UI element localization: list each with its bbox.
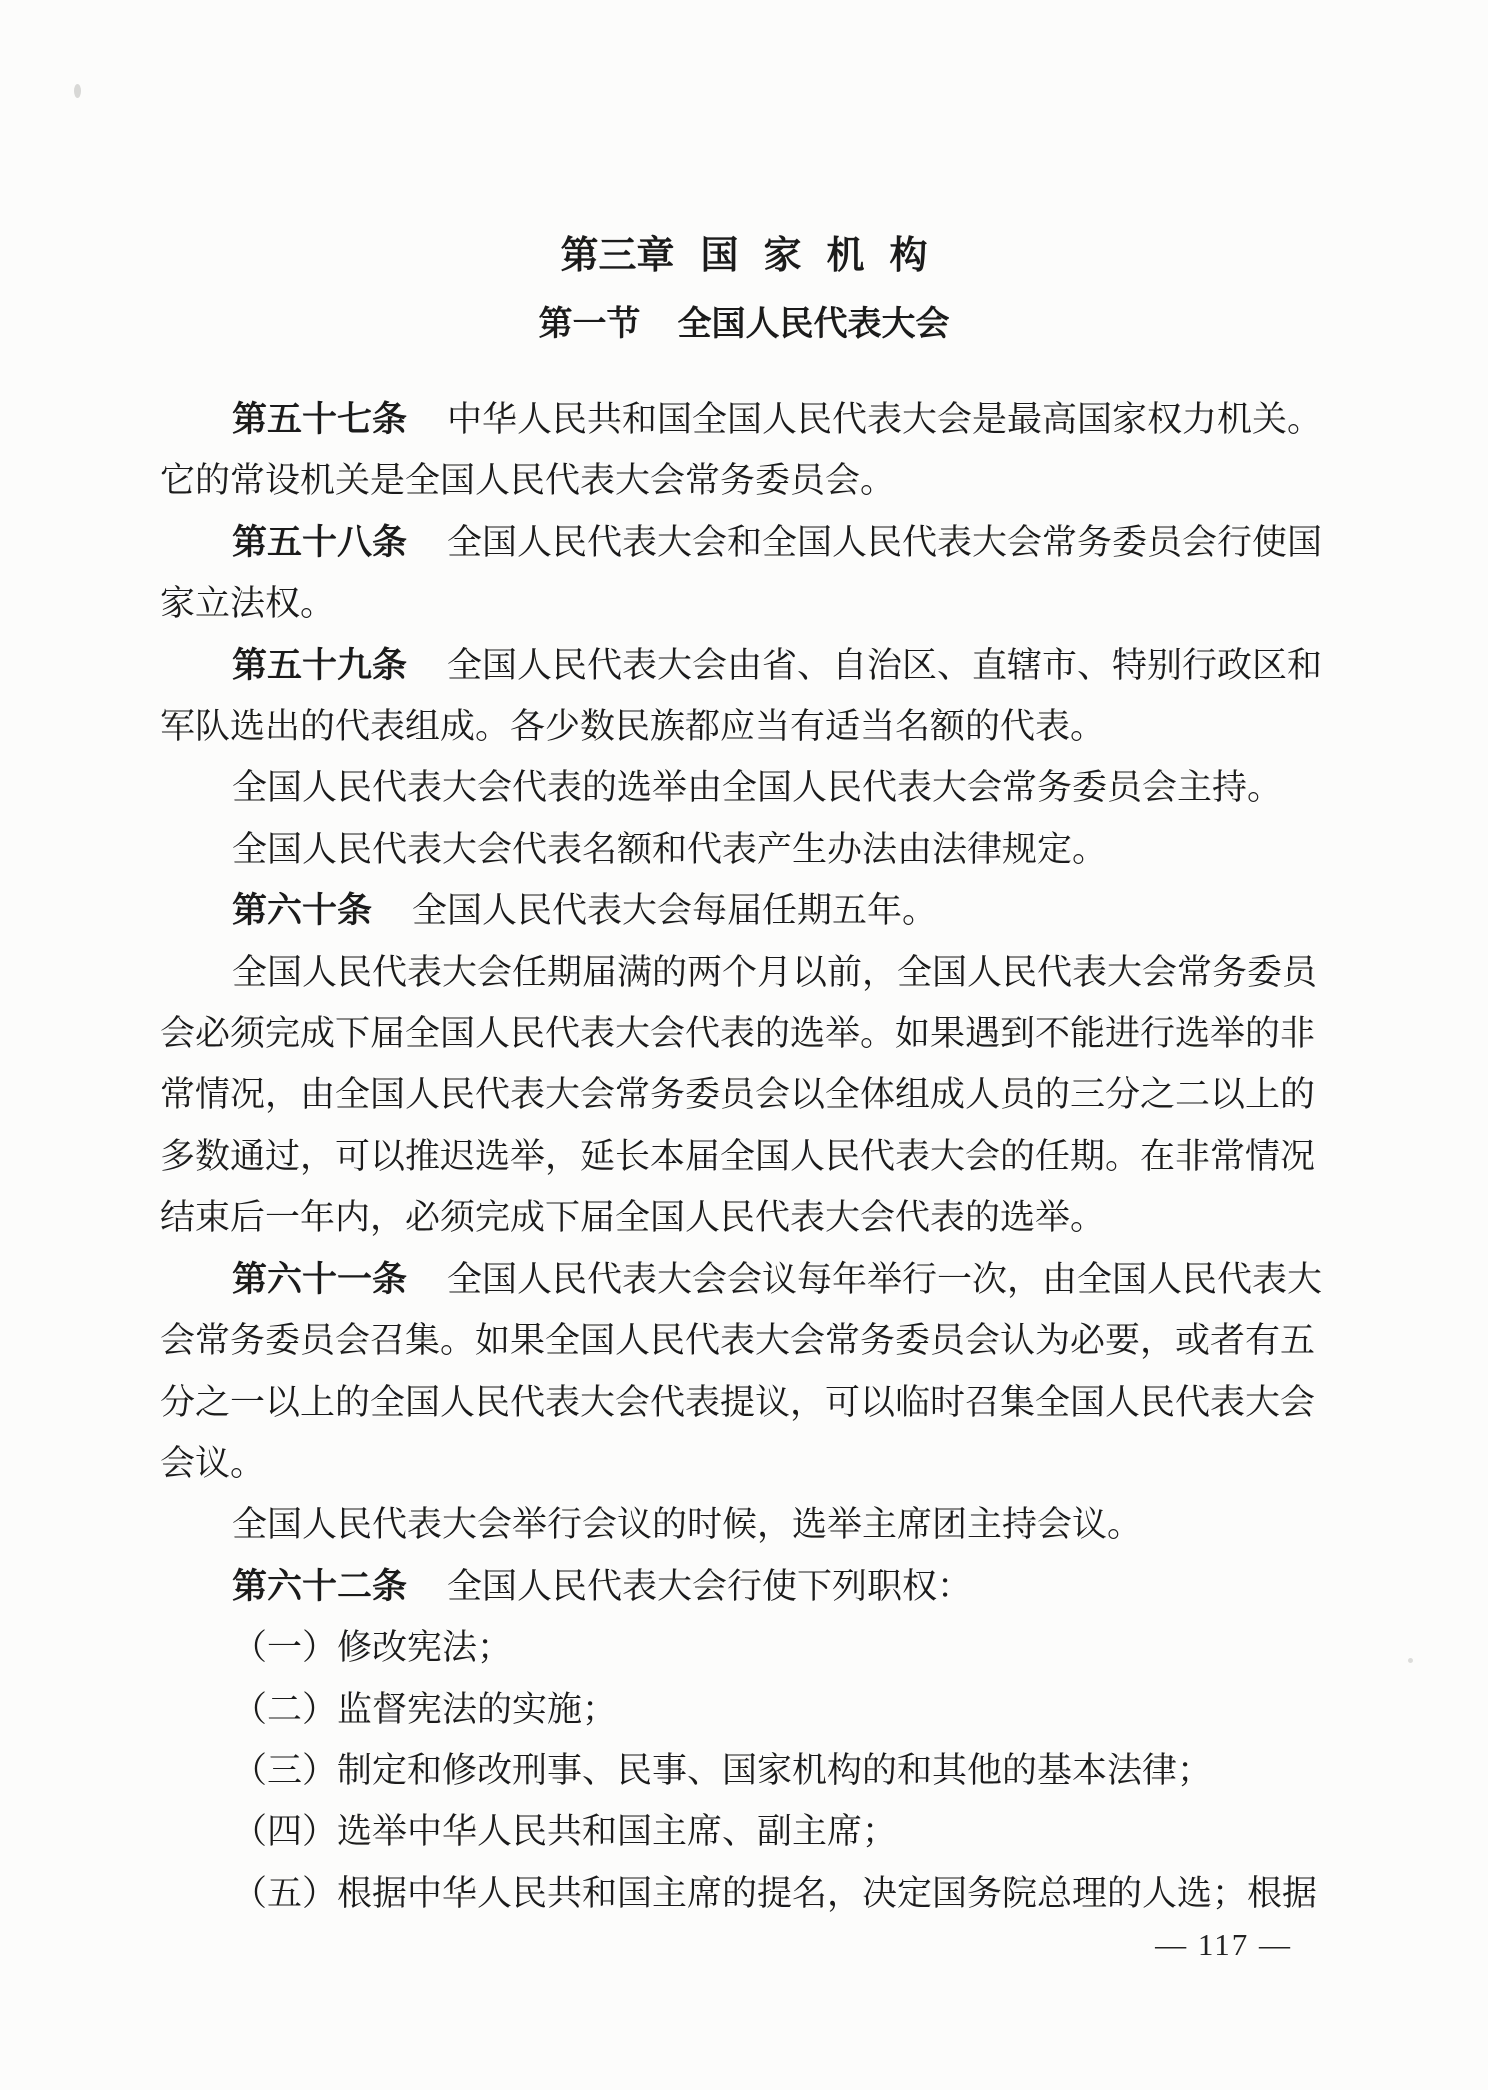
line-text: （四）选举中华人民共和国主席、副主席； bbox=[232, 1812, 898, 1852]
line-text: （五）根据中华人民共和国主席的提名，决定国务院总理的人选；根据 bbox=[232, 1873, 1318, 1913]
section-label: 第一节 bbox=[538, 306, 641, 343]
text-line bbox=[160, 1064, 1326, 1125]
text-line bbox=[160, 573, 1326, 634]
section-heading bbox=[0, 303, 1488, 347]
text-line bbox=[160, 1187, 1326, 1248]
text-line bbox=[160, 1801, 1326, 1862]
line-text: （一）修改宪法； bbox=[232, 1628, 513, 1668]
text-line bbox=[160, 696, 1326, 757]
section-title: 全国人民代表大会 bbox=[677, 306, 950, 343]
line-text: 全国人民代表大会由省、自治区、直辖市、特别行政区和 bbox=[447, 645, 1323, 685]
line-text: 全国人民代表大会代表的选举由全国人民代表大会常务委员会主持。 bbox=[232, 768, 1283, 808]
page-number: — 117 — bbox=[1155, 1927, 1292, 1962]
text-line bbox=[160, 1433, 1326, 1494]
text-line bbox=[160, 450, 1326, 511]
text-line bbox=[160, 1740, 1326, 1801]
text-line bbox=[160, 1863, 1326, 1924]
line-text: 会常务委员会召集。如果全国人民代表大会常务委员会认为必要，或者有五 bbox=[160, 1321, 1316, 1361]
line-text: 全国人民代表大会代表名额和代表产生办法由法律规定。 bbox=[232, 829, 1108, 869]
text-line bbox=[160, 1494, 1326, 1555]
text-line bbox=[160, 819, 1326, 880]
line-text: 结束后一年内，必须完成下届全国人民代表大会代表的选举。 bbox=[160, 1198, 1106, 1238]
text-line bbox=[160, 1617, 1326, 1678]
line-text: 全国人民代表大会行使下列职权： bbox=[447, 1566, 973, 1606]
line-text: 分之一以上的全国人民代表大会代表提议，可以临时召集全国人民代表大会 bbox=[160, 1382, 1316, 1422]
body-text bbox=[160, 389, 1326, 1924]
chapter-heading bbox=[0, 233, 1488, 279]
scan-artifact bbox=[74, 84, 81, 98]
line-text: 会必须完成下届全国人民代表大会代表的选举。如果遇到不能进行选举的非 bbox=[160, 1014, 1316, 1054]
text-line bbox=[160, 880, 1326, 941]
line-text: 军队选出的代表组成。各少数民族都应当有适当名额的代表。 bbox=[160, 707, 1106, 747]
text-line bbox=[160, 1126, 1326, 1187]
text-line bbox=[160, 635, 1326, 696]
text-line bbox=[160, 1556, 1326, 1617]
article-number: 第五十七条 bbox=[232, 400, 408, 439]
line-text: 全国人民代表大会任期届满的两个月以前，全国人民代表大会常务委员 bbox=[232, 952, 1318, 992]
line-text: 多数通过，可以推迟选举，延长本届全国人民代表大会的任期。在非常情况 bbox=[160, 1136, 1316, 1176]
text-line bbox=[160, 757, 1326, 818]
text-line bbox=[160, 1003, 1326, 1064]
scan-artifact bbox=[1408, 1658, 1413, 1663]
article-number: 第五十八条 bbox=[232, 522, 408, 562]
line-text: （二）监督宪法的实施； bbox=[232, 1689, 618, 1729]
text-line bbox=[160, 512, 1326, 573]
line-text: 全国人民代表大会和全国人民代表大会常务委员会行使国 bbox=[447, 522, 1323, 562]
line-text: 它的常设机关是全国人民代表大会常务委员会。 bbox=[160, 461, 896, 501]
chapter-label: 第三章 bbox=[560, 235, 675, 277]
article-number: 第六十条 bbox=[232, 891, 373, 931]
line-text: 全国人民代表大会每届任期五年。 bbox=[412, 891, 938, 931]
text-line bbox=[160, 942, 1326, 1003]
text-line bbox=[160, 1679, 1326, 1740]
article-number: 第六十一条 bbox=[232, 1259, 408, 1299]
chapter-title: 国家机构 bbox=[700, 235, 953, 277]
text-line bbox=[160, 389, 1326, 450]
text-line bbox=[160, 1310, 1326, 1371]
line-text: 家立法权。 bbox=[160, 584, 336, 624]
line-text: 全国人民代表大会举行会议的时候，选举主席团主持会议。 bbox=[232, 1505, 1143, 1545]
line-text: 会议。 bbox=[160, 1443, 266, 1483]
article-number: 第五十九条 bbox=[232, 645, 408, 685]
text-line bbox=[160, 1249, 1326, 1310]
article-number: 第六十二条 bbox=[232, 1566, 408, 1606]
line-text: 常情况，由全国人民代表大会常务委员会以全体组成人员的三分之二以上的 bbox=[160, 1075, 1316, 1115]
line-text: 全国人民代表大会会议每年举行一次，由全国人民代表大 bbox=[447, 1259, 1323, 1299]
line-text: （三）制定和修改刑事、民事、国家机构的和其他的基本法律； bbox=[232, 1750, 1213, 1790]
line-text: 中华人民共和国全国人民代表大会是最高国家权力机关。 bbox=[447, 400, 1323, 439]
text-line bbox=[160, 1372, 1326, 1433]
